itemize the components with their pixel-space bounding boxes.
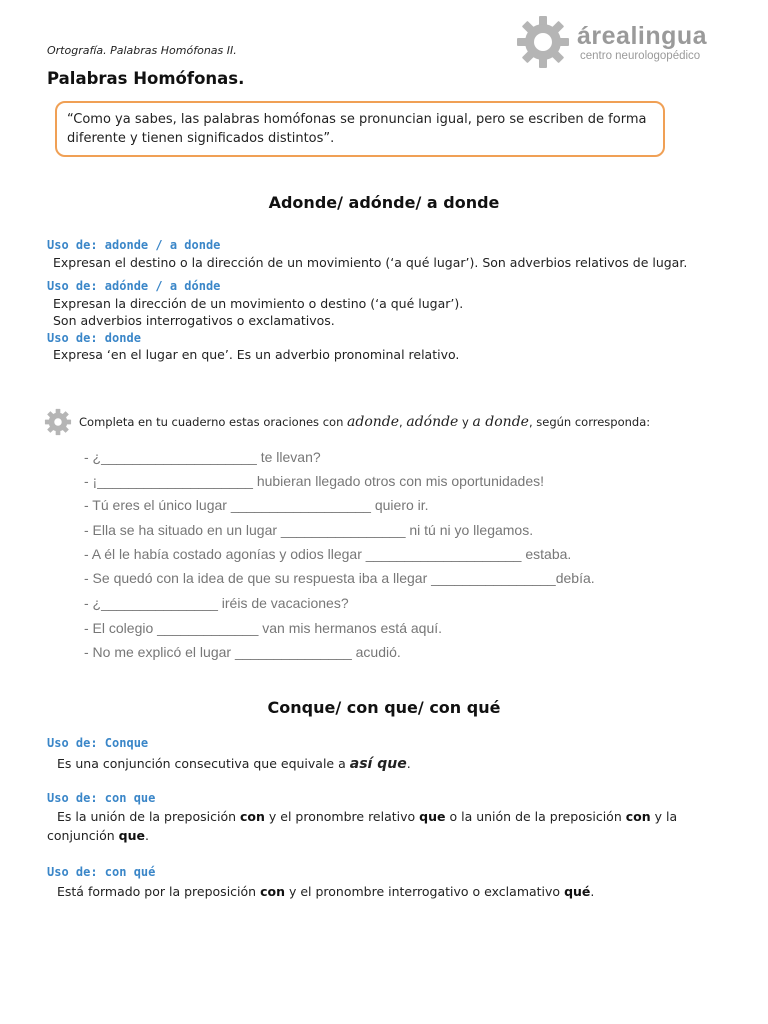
uso-label: Uso de: adónde / a dónde <box>47 279 221 293</box>
uso-description: Expresa ‘en el lugar en que’. Es un adverbio pronominal relativo. <box>53 347 460 362</box>
uso-description: Es la unión de la preposición con y el pronombre relativo que o la unión de la preposición con y la <box>57 809 678 824</box>
section-title-adonde: Adonde/ adónde/ a donde <box>268 193 500 212</box>
uso-label: Uso de: Conque <box>47 736 149 750</box>
exercise-item: - ¿_______________ iréis de vacaciones? <box>84 595 349 611</box>
exercise-item: - Se quedó con la idea de que su respuesta iba a llegar ________________debía. <box>84 570 595 586</box>
exercise-item: - Ella se ha situado en un lugar ________________ ni tú ni yo llegamos. <box>84 522 534 538</box>
document-subtitle: Ortografía. Palabras Homófonas II. <box>47 44 237 57</box>
gear-icon <box>44 408 72 436</box>
logo-title: árealingua <box>577 22 708 50</box>
uso-description: Está formado por la preposición con y el pronombre interrogativo o exclamativo qué. <box>57 884 595 899</box>
uso-label: Uso de: con qué <box>47 865 156 879</box>
uso-label: Uso de: con que <box>47 791 156 805</box>
logo-subtitle: centro neurologopédico <box>580 50 701 62</box>
uso-description: conjunción que. <box>47 828 149 843</box>
exercise-item: - A él le había costado agonías y odios llegar ____________________ estaba. <box>84 546 572 562</box>
uso-description: Expresan el destino o la dirección de un movimiento (‘a qué lugar’). Son adverbios relativos de lugar. <box>53 255 688 270</box>
quote-text: “Como ya sabes, las palabras homófonas se pronuncian igual, pero se escriben de forma diferente y tienen significados distintos”. <box>67 112 647 146</box>
uso-description: Son adverbios interrogativos o exclamativos. <box>53 313 335 328</box>
exercise-item: - El colegio _____________ van mis hermanos está aquí. <box>84 620 443 636</box>
gear-icon <box>515 14 575 70</box>
uso-label: Uso de: donde <box>47 331 141 345</box>
exercise-item: - ¡____________________ hubieran llegado otros con mis oportunidades! <box>84 473 545 489</box>
exercise-item: - Tú eres el único lugar __________________ quiero ir. <box>84 497 429 513</box>
uso-label: Uso de: adonde / a donde <box>47 238 221 252</box>
section-title-conque: Conque/ con que/ con qué <box>267 698 501 717</box>
quote-box <box>55 101 665 157</box>
uso-description: Expresan la dirección de un movimiento o destino (‘a qué lugar’). <box>53 296 464 311</box>
exercise-instruction: Completa en tu cuaderno estas oraciones con adonde, adónde y a donde, según corresponda: <box>79 414 651 430</box>
exercise-item: - No me explicó el lugar _______________ acudió. <box>84 644 401 660</box>
page-title: Palabras Homófonas. <box>47 69 245 88</box>
exercise-item: - ¿____________________ te llevan? <box>84 449 321 465</box>
uso-description: Es una conjunción consecutiva que equivale a así que. <box>57 756 411 772</box>
